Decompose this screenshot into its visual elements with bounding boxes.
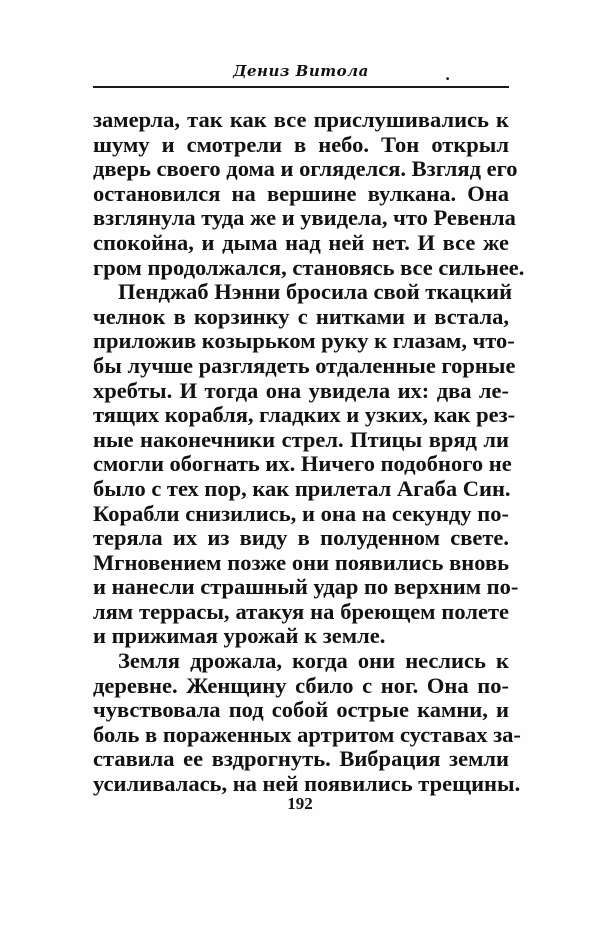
text-line: теряла их из виду в полуденном свете. [93,525,509,551]
paragraph-1 [93,107,525,280]
text-line: хребты. И тогда она увидела их: два ле- [93,377,509,403]
author-name: Дениз Витола [233,62,369,80]
text-line: лям террасы, атакуя на бреющем полете [93,598,509,624]
text-line: Пенджаб Нэнни бросила свой ткацкий [118,279,513,305]
text-line: Земля дрожала, когда они неслись к [118,648,509,674]
paragraph-3 [93,648,521,797]
text-line: спокойна, и дыма над ней нет. И все же [93,229,509,255]
text-line: дверь своего дома и огляделся. Взгляд его [93,156,518,182]
text-line: чувствовала под собой острые камни, и [93,697,509,723]
text-line: остановился на вершине вулкана. Она [93,180,509,206]
text-line: приложив козырьком руку к глазам, что- [93,328,515,354]
text-line: бы лучше разглядеть отдаленные горные [93,352,516,378]
text-line: и нанесли страшный удар по верхним по- [93,574,519,600]
text-line: гром продолжался, становясь все сильнее. [93,254,525,280]
text-line: Мгновением позже они появились вновь [93,549,509,575]
header-mark: . [445,66,451,84]
running-head [93,62,509,86]
page-number: 192 [287,794,313,813]
text-line: челнок в корзинку с нитками и встала, [93,303,509,329]
text-line: усиливалась, на ней появились трещины. [93,771,521,797]
header-rule [93,86,509,88]
body-text [93,107,525,797]
text-line: смогли обогнать их. Ничего подобного не [93,451,512,477]
text-line: ные наконечники стрел. Птицы вряд ли [93,426,509,452]
text-line: взглянула туда же и увидела, что Ревенла [93,205,516,231]
text-line: деревне. Женщину сбило с ног. Она по- [93,672,509,698]
text-line: и прижимая урожай к земле. [93,623,386,649]
text-line: Корабли снизились, и она на секунду по- [93,500,509,526]
text-line: ставила ее вздрогнуть. Вибрация земли [93,746,509,772]
text-line: замерла, так как все прислушивались к [93,107,509,132]
text-line: тящих корабля, гладких и узких, как рез- [93,402,516,428]
text-line: шуму и смотрели в небо. Тон открыл [93,131,509,157]
paragraph-2 [93,279,519,649]
text-line: было с тех пор, как прилетал Агаба Син. [93,475,511,501]
text-line: боль в пораженных артритом суставах за- [93,721,521,747]
